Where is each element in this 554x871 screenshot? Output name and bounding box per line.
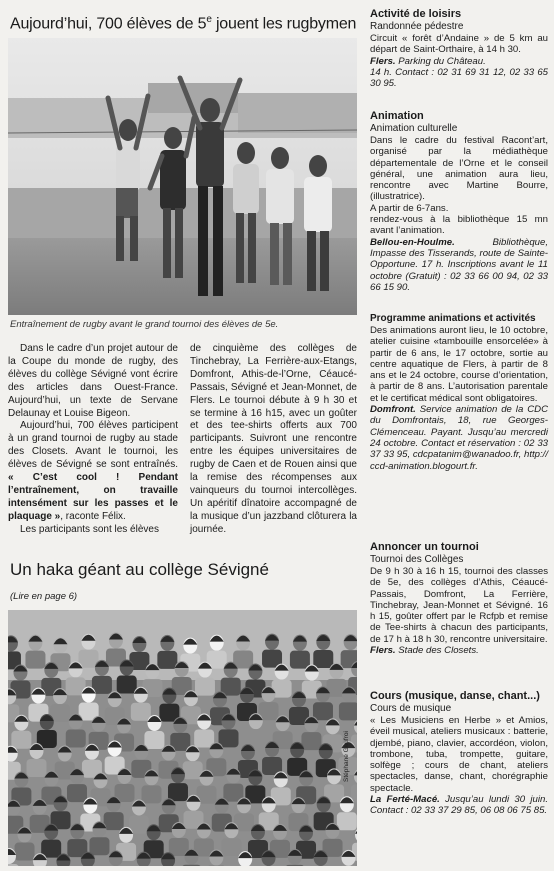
sidebar-section-loisirs	[370, 8, 548, 89]
article-body-left	[8, 343, 178, 537]
section-place	[370, 645, 548, 656]
paragraph	[8, 420, 178, 523]
section-heading: Activité de loisirs	[370, 8, 462, 20]
place-detail: Service animation de la CDC du Domfrontais, 18, rue Georges-Clémenceau. Payant. Jusqu’au mercredi 24 octobre. Contact et réservation : 02 33 37 33 95, cdcpatanim@wanadoo.fr, http:// ccd-animation.blogourt.fr.	[370, 404, 548, 472]
section-text: Des animations auront lieu, le 10 octobre, atelier cuisine «tambouille ensorcelée» à partir de 6 ans, le 17 octobre, sortie au centre aquatique de Flers, à partir de 8 ans et le 24 octobre, course d’orientation, à partir de 8 ans. L’autorisation parentale et le certificat médical sont obligatoires.	[370, 325, 548, 404]
section-text: Circuit « forêt d’Andaine » de 5 km au départ de Saint-Orthaire, à 14 h 30.	[370, 33, 548, 56]
sidebar-section-tournoi	[370, 541, 548, 656]
section-text: Dans le cadre du festival Racont’art, organisé par la médiathèque départementale de l’Orne et le conseil général, une animation aura lieu, rencontre avec Martine Bourre, (illustratrice).	[370, 135, 548, 203]
section-text: A partir de 6-7ans.	[370, 202, 449, 214]
place-name: Domfront.	[370, 404, 416, 416]
sidebar-section-animation	[370, 110, 548, 293]
article-headline	[10, 10, 360, 33]
headline-part: Aujourd’hui, 700 élèves de 5	[10, 15, 207, 33]
section-text: « Les Musiciens en Herbe » et Amios, éveil musical, ateliers musicaux : batterie, djembé, piano, clavier, accordéon, violon, trombone, tuba, trompette, guitare, solfège ; cours de chant, ateliers spectacles, danse, chant, chorégraphie spectacle.	[370, 715, 548, 794]
place-name: La Ferté-Macé.	[370, 794, 440, 806]
paragraph: de cinquième des collèges de Tinchebray, La Ferrière-aux-Etangs, Domfront, Athis-de-l’Orne, Céaucé-Passais, Sévigné et Jean-Monnet, de Flers. Le tournoi débute à 9 h 30 et se termine à 16 h15, avec un goûter et des tee-shirts offerts aux 700 participants. Suivront une rencontre entre les équipes universitaires de rugby de Caen et de Rouen ainsi que la remise des récompenses aux vainqueurs du tournoi intercollèges. Un apéritif dînatoire accompagné de la musique d’un jazzband clôturera la journée.	[190, 343, 357, 535]
section-place	[370, 404, 548, 472]
section-text: De 9 h 30 à 16 h 15, tournoi des classes de 5e, des collèges d’Athis, Céaucé-Passais, Domfront, La Ferrière, Tinchebray, Jean-Monnet et Sévigné. 16 h 15, goûter offert par le Rcfpb et remise de Tee-shirts à chacun des participants, de 17 h à 18 h 30, rencontre universitaire.	[370, 566, 548, 645]
read-on-page-link: (Lire en page 6)	[10, 591, 78, 602]
place-detail: Stade des Closets.	[395, 645, 479, 657]
paragraph: Dans le cadre d’un projet autour de la Coupe du monde de rugby, des élèves du collège Sévigné vont écrire des articles dans Ouest-France. Aujourd’hui, un texte de Servane Delaunay et Louise Bigeon.	[8, 343, 178, 419]
paragraph-text: Aujourd’hui, 700 élèves participent à un grand tournoi de rugby au stade des Closets. Avant le tournoi, les élèves de Sévigné se sont entraînés.	[8, 420, 178, 471]
photo-credit: Stéphane Geufroi	[343, 731, 350, 782]
article-body-right	[190, 343, 357, 537]
section-place	[370, 237, 548, 293]
place-name: Bellou-en-Houlme.	[370, 236, 455, 248]
place-detail: Parking du Château.	[395, 55, 486, 67]
headline-part: jouent les rugbymen	[211, 15, 357, 33]
section-text: rendez-vous à la bibliothèque 15 mn avant l’animation.	[370, 214, 548, 237]
section-subheading: Animation culturelle	[370, 123, 458, 134]
rugby-training-photo	[8, 38, 357, 315]
section-place	[370, 794, 548, 817]
place-name: Flers.	[370, 55, 396, 67]
rugby-photo-drawing	[8, 38, 357, 315]
section-subheading: Programme animations et activités	[370, 313, 536, 324]
paragraph-text: , raconte Félix.	[60, 510, 126, 522]
photo-caption: Entraînement de rugby avant le grand tournoi des élèves de 5e.	[10, 319, 279, 330]
section-heading: Animation	[370, 110, 424, 122]
section-heading: Cours (musique, danse, chant...)	[370, 690, 540, 702]
place-detail: Bibliothèque, Impasse des Tisserands, route de Sainte-Opportune. 17 h. Inscriptions avant le 11 octobre (Gratuit) : 02 33 66 00 94, 02 33 66 15 90.	[370, 236, 548, 293]
paragraph: Les participants sont les élèves	[20, 523, 159, 535]
quote-bold: « C’est cool ! Pendant l’entraînement, on travaille intensément sur les passes et le plaquage »	[8, 472, 178, 522]
headline-sup: e	[206, 14, 212, 25]
section-subheading: Cours de musique	[370, 703, 452, 714]
section-heading: Annoncer un tournoi	[370, 541, 479, 553]
haka-crowd-photo	[8, 610, 357, 866]
haka-headline: Un haka géant au collège Sévigné	[10, 560, 269, 579]
sidebar-section-cours	[370, 690, 548, 817]
section-subheading: Tournoi des Collèges	[370, 554, 464, 565]
place-detail: Jusqu’au lundi 30 juin. Contact : 02 33 37 29 85, 06 08 06 75 85.	[370, 794, 548, 817]
section-subheading: Randonnée pédestre	[370, 21, 464, 32]
sidebar-section-programme	[370, 313, 548, 472]
place-name: Flers.	[370, 645, 396, 657]
haka-photo-drawing	[8, 610, 357, 866]
section-place	[370, 56, 548, 67]
section-contact: 14 h. Contact : 02 31 69 31 12, 02 33 65 30 95.	[370, 66, 548, 90]
